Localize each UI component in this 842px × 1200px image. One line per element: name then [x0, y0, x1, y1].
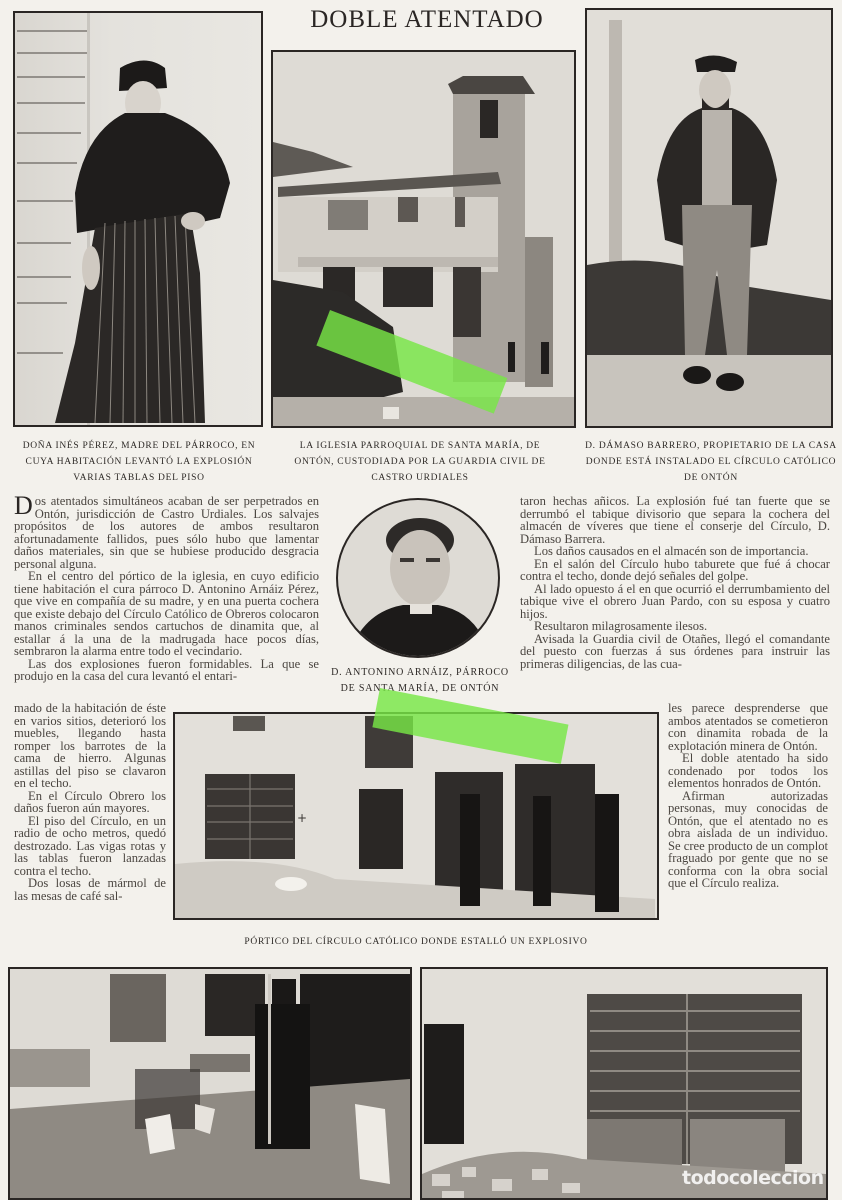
- portico-illustration: [175, 714, 657, 918]
- article-paragraph: En el centro del pórtico de la iglesia, en cuyo edificio tiene habitación el cura párroco D. Antonino Arnáiz Pérez, que vive en compañía de su madre, y en una puerta cochera que existe debajo del Círculo Católico de Obreros colocaron manos criminales sendos cartuchos de dinamita que, al estallar á la una de la madrugada hace pocos días, sembraron la alarma entre todo el vecindario.: [14, 569, 319, 658]
- photo-puerta-destrozada: [420, 967, 828, 1200]
- caption-portico-circulo-catolico: PÓRTICO DEL CÍRCULO CATÓLICO DONDE ESTALLÓ UN EXPLOSIVO: [244, 937, 588, 947]
- caption-antonino-arnaiz-line1: D. ANTONINO ARNÁIZ, PÁRROCO: [331, 667, 509, 678]
- article-paragraph: Dos losas de mármol de las mesas de café sal-: [14, 876, 166, 903]
- article-paragraph: mado de la habitación de éste en varios sitios, deterioró los muebles, llegando hasta romper los barrotes de la cama de hierro. Algunas astillas del piso se clavaron en el techo.: [14, 701, 166, 790]
- photo-dona-ines-perez: [13, 11, 263, 427]
- article-paragraph: Los daños causados en el almacén son de importancia.: [534, 544, 809, 558]
- article-paragraph: El piso del Círculo, en un radio de ocho metros, quedó destrozado. Las vigas rotas y las tablas fueron lanzadas contra el techo.: [14, 813, 166, 878]
- article-paragraph: taron hechas añicos. La explosión fué tan fuerte que se derrumbó el tabique divisorio que separa la cochera del almacén de víveres que tiene el conserje del Círculo, D. Dámaso Barrera.: [520, 494, 830, 546]
- article-right-column-upper: [520, 495, 830, 670]
- article-paragraph: Al lado opuesto á el en que ocurrió el derrumbamiento del tabique vive el obrero Juan Pardo, con su esposa y cuatro hijos.: [520, 581, 830, 621]
- article-paragraph: Las dos explosiones fueron formidables. La que se produjo en la casa del cura levantó el entari-: [14, 656, 319, 683]
- page-title: DOBLE ATENTADO: [310, 6, 544, 33]
- article-paragraph: Avisada la Guardia civil de Otañes, llegó el comandante del puesto con fuerzas á sus órdenes para instruir las primeras diligencias, de las cua-: [520, 631, 830, 671]
- salon-illustration: [10, 969, 410, 1200]
- caption-damaso-barrero: D. DÁMASO BARRERO, PROPIETARIO DE LA CASA DONDE ESTÁ INSTALADO EL CÍRCULO CATÓLICO DE ONTÓN: [585, 441, 837, 483]
- photo-portico-circulo-catolico: [173, 712, 659, 920]
- caption-dona-ines-perez: DOÑA INÉS PÉREZ, MADRE DEL PÁRROCO, EN CUYA HABITACIÓN LEVANTÓ LA EXPLOSIÓN VARIAS TABLAS DEL PISO: [22, 441, 256, 483]
- article-paragraph: les parece desprenderse que ambos atentados se cometieron con dinamita robada de la explotación minera de Ontón.: [668, 701, 828, 753]
- priest-portrait-illustration: [338, 500, 498, 656]
- article-paragraph: El doble atentado ha sido condenado por todos los elementos honrados de Ontón.: [668, 751, 828, 790]
- article-paragraph: En el Círculo Obrero los daños fueron aún mayores.: [14, 788, 166, 815]
- woman-figure-illustration: [15, 13, 261, 425]
- door-rubble-illustration: [422, 969, 826, 1200]
- article-left-column-lower: [14, 702, 166, 902]
- caption-iglesia-santa-maria: LA IGLESIA PARROQUIAL DE SANTA MARÍA, DE ONTÓN, CUSTODIADA POR LA GUARDIA CIVIL DE CASTRO URDIALES: [294, 441, 546, 483]
- svg-text:+: +: [297, 811, 308, 825]
- article-right-column-lower: [668, 702, 828, 890]
- article-paragraph: Afirman autorizadas personas, muy conocidas de Ontón, que el atentado no es obra aislada de un individuo. Se cree producto de un complot fraguado por gente que no se conforma con la obra social que el Círculo realiza.: [668, 788, 828, 890]
- portrait-antonino-arnaiz: [336, 498, 500, 658]
- man-figure-illustration: [587, 10, 831, 426]
- watermark-todocoleccion: todocoleccion: [682, 1167, 824, 1189]
- dropcap: D: [14, 491, 33, 520]
- article-paragraph: En el salón del Círculo hubo taburete que fué á chocar contra el techo, donde dejó señales del golpe.: [520, 556, 830, 583]
- caption-antonino-arnaiz-line2: DE SANTA MARÍA, DE ONTÓN: [340, 683, 500, 694]
- article-left-column-upper: [14, 491, 319, 683]
- photo-salon-circulo-damaged: [8, 967, 412, 1200]
- photo-damaso-barrero: [585, 8, 833, 428]
- article-paragraph: Resultaron milagrosamente ilesos.: [534, 619, 708, 633]
- article-paragraph: os atentados simultáneos acaban de ser perpetrados en Ontón, jurisdicción de Castro Urdiales. Los salvajes propósitos de los autores de ambos resultaron afortunadamente fallidos, pues sólo hubo que lamentar daños materiales, sin que se hubiese producido desgracia personal alguna.: [14, 494, 319, 571]
